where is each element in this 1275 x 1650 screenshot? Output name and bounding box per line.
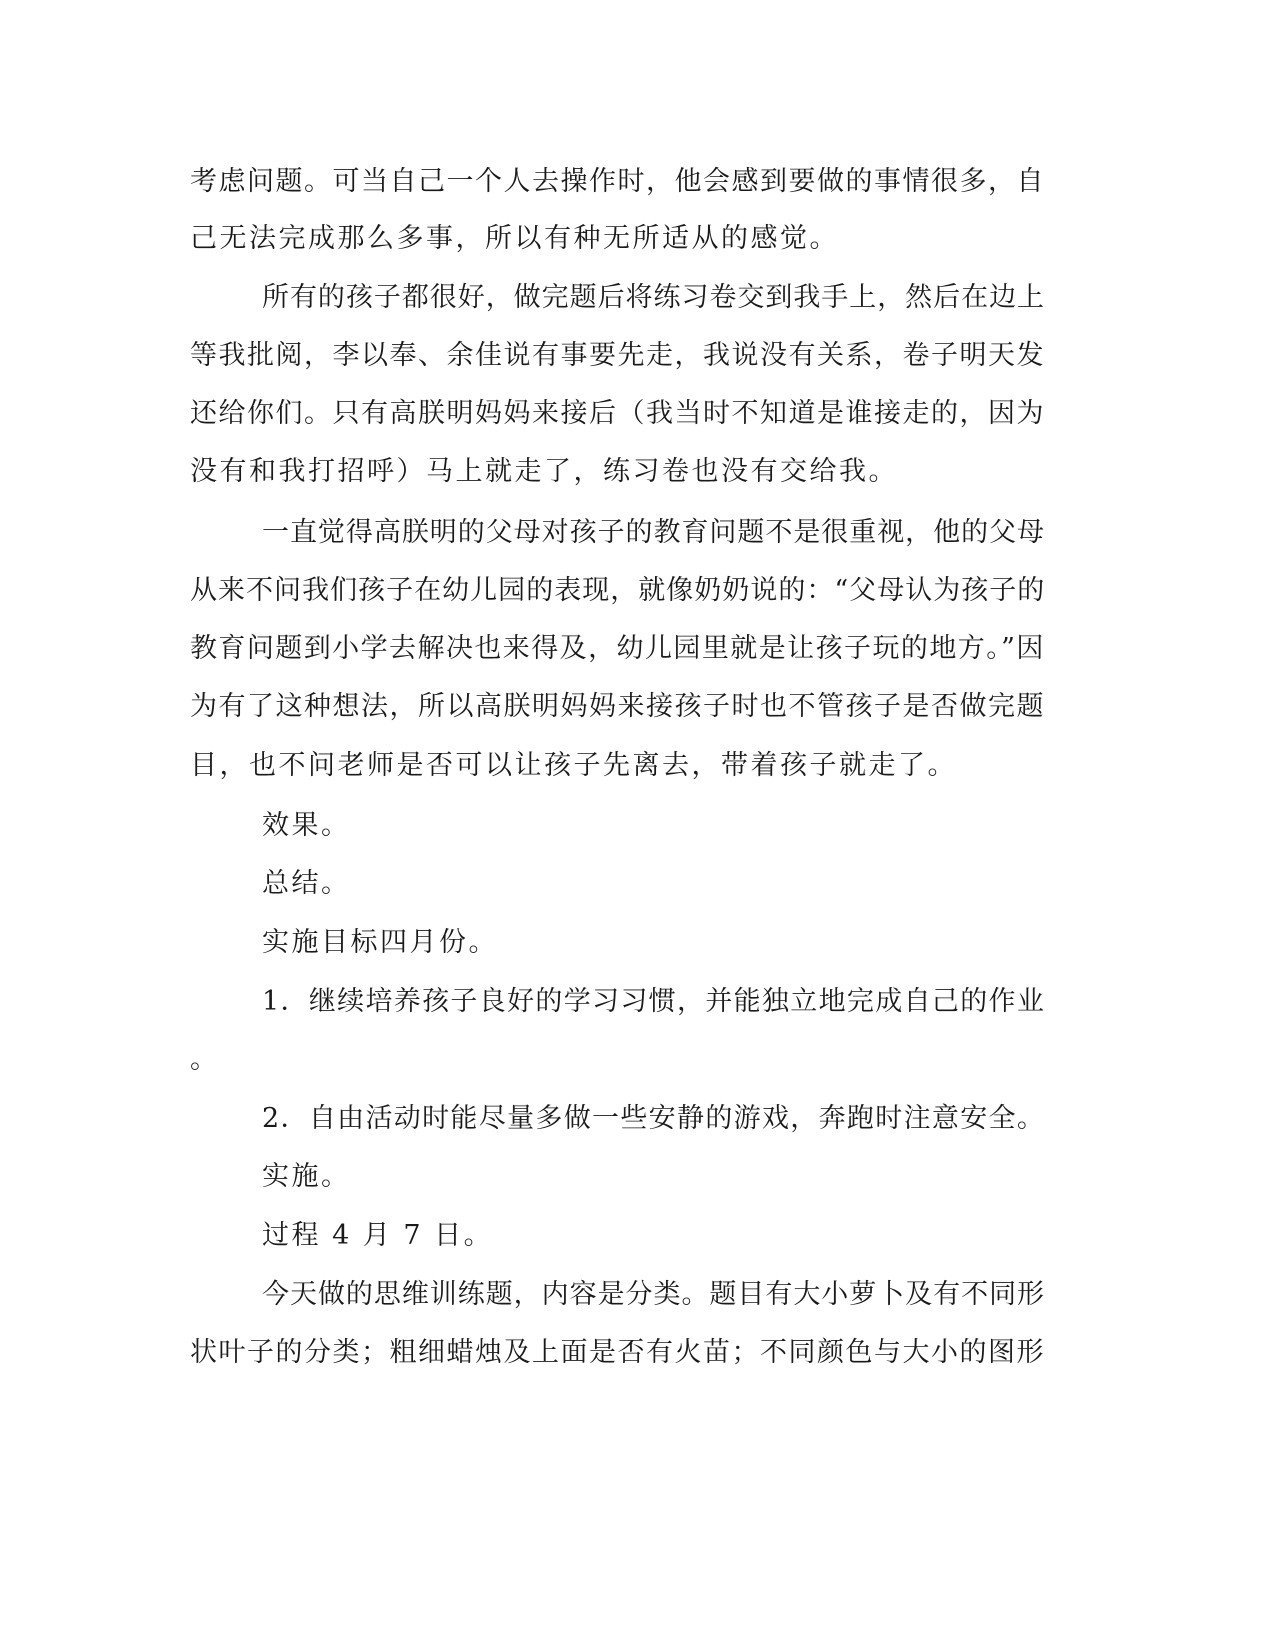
text-line: 一直觉得高朕明的父母对孩子的教育问题不是很重视，他的父母	[262, 517, 1045, 548]
text-line: 总结。	[262, 868, 351, 899]
text-line: 。	[190, 1044, 220, 1075]
text-line: 从来不问我们孩子在幼儿园的表现，就像奶奶说的：“父母认为孩子的	[190, 575, 1046, 606]
text-line: 状叶子的分类；粗细蜡烛及上面是否有火苗；不同颜色与大小的图形	[190, 1337, 1045, 1368]
text-line: 实施。	[262, 1161, 351, 1192]
text-line: 2．自由活动时能尽量多做一些安静的游戏，奔跑时注意安全。	[262, 1103, 1046, 1134]
text-line: 等我批阅，李以奉、余佳说有事要先走，我说没有关系，卷子明天发	[190, 340, 1045, 371]
text-line: 所有的孩子都很好，做完题后将练习卷交到我手上，然后在边上	[262, 282, 1045, 313]
text-line: 为有了这种想法，所以高朕明妈妈来接孩子时也不管孩子是否做完题	[190, 691, 1045, 722]
text-line: 还给你们。只有高朕明妈妈来接后（我当时不知道是谁接走的，因为	[190, 398, 1045, 429]
text-line: 目，也不问老师是否可以让孩子先离去，带着孩子就走了。	[190, 750, 957, 781]
text-line: 1．继续培养孩子良好的学习习惯，并能独立地完成自己的作业	[262, 986, 1046, 1017]
text-line: 教育问题到小学去解决也来得及，幼儿园里就是让孩子玩的地方。”因	[190, 633, 1045, 664]
text-line: 实施目标四月份。	[262, 927, 498, 958]
text-line: 没有和我打招呼）马上就走了，练习卷也没有交给我。	[190, 456, 898, 487]
text-line: 己无法完成那么多事，所以有种无所适从的感觉。	[190, 223, 839, 254]
text-line: 过程 4 月 7 日。	[262, 1220, 494, 1251]
text-line: 今天做的思维训练题，内容是分类。题目有大小萝卜及有不同形	[262, 1279, 1045, 1310]
text-line: 考虑问题。可当自己一个人去操作时，他会感到要做的事情很多，自	[190, 166, 1045, 197]
text-line: 效果。	[262, 810, 351, 841]
